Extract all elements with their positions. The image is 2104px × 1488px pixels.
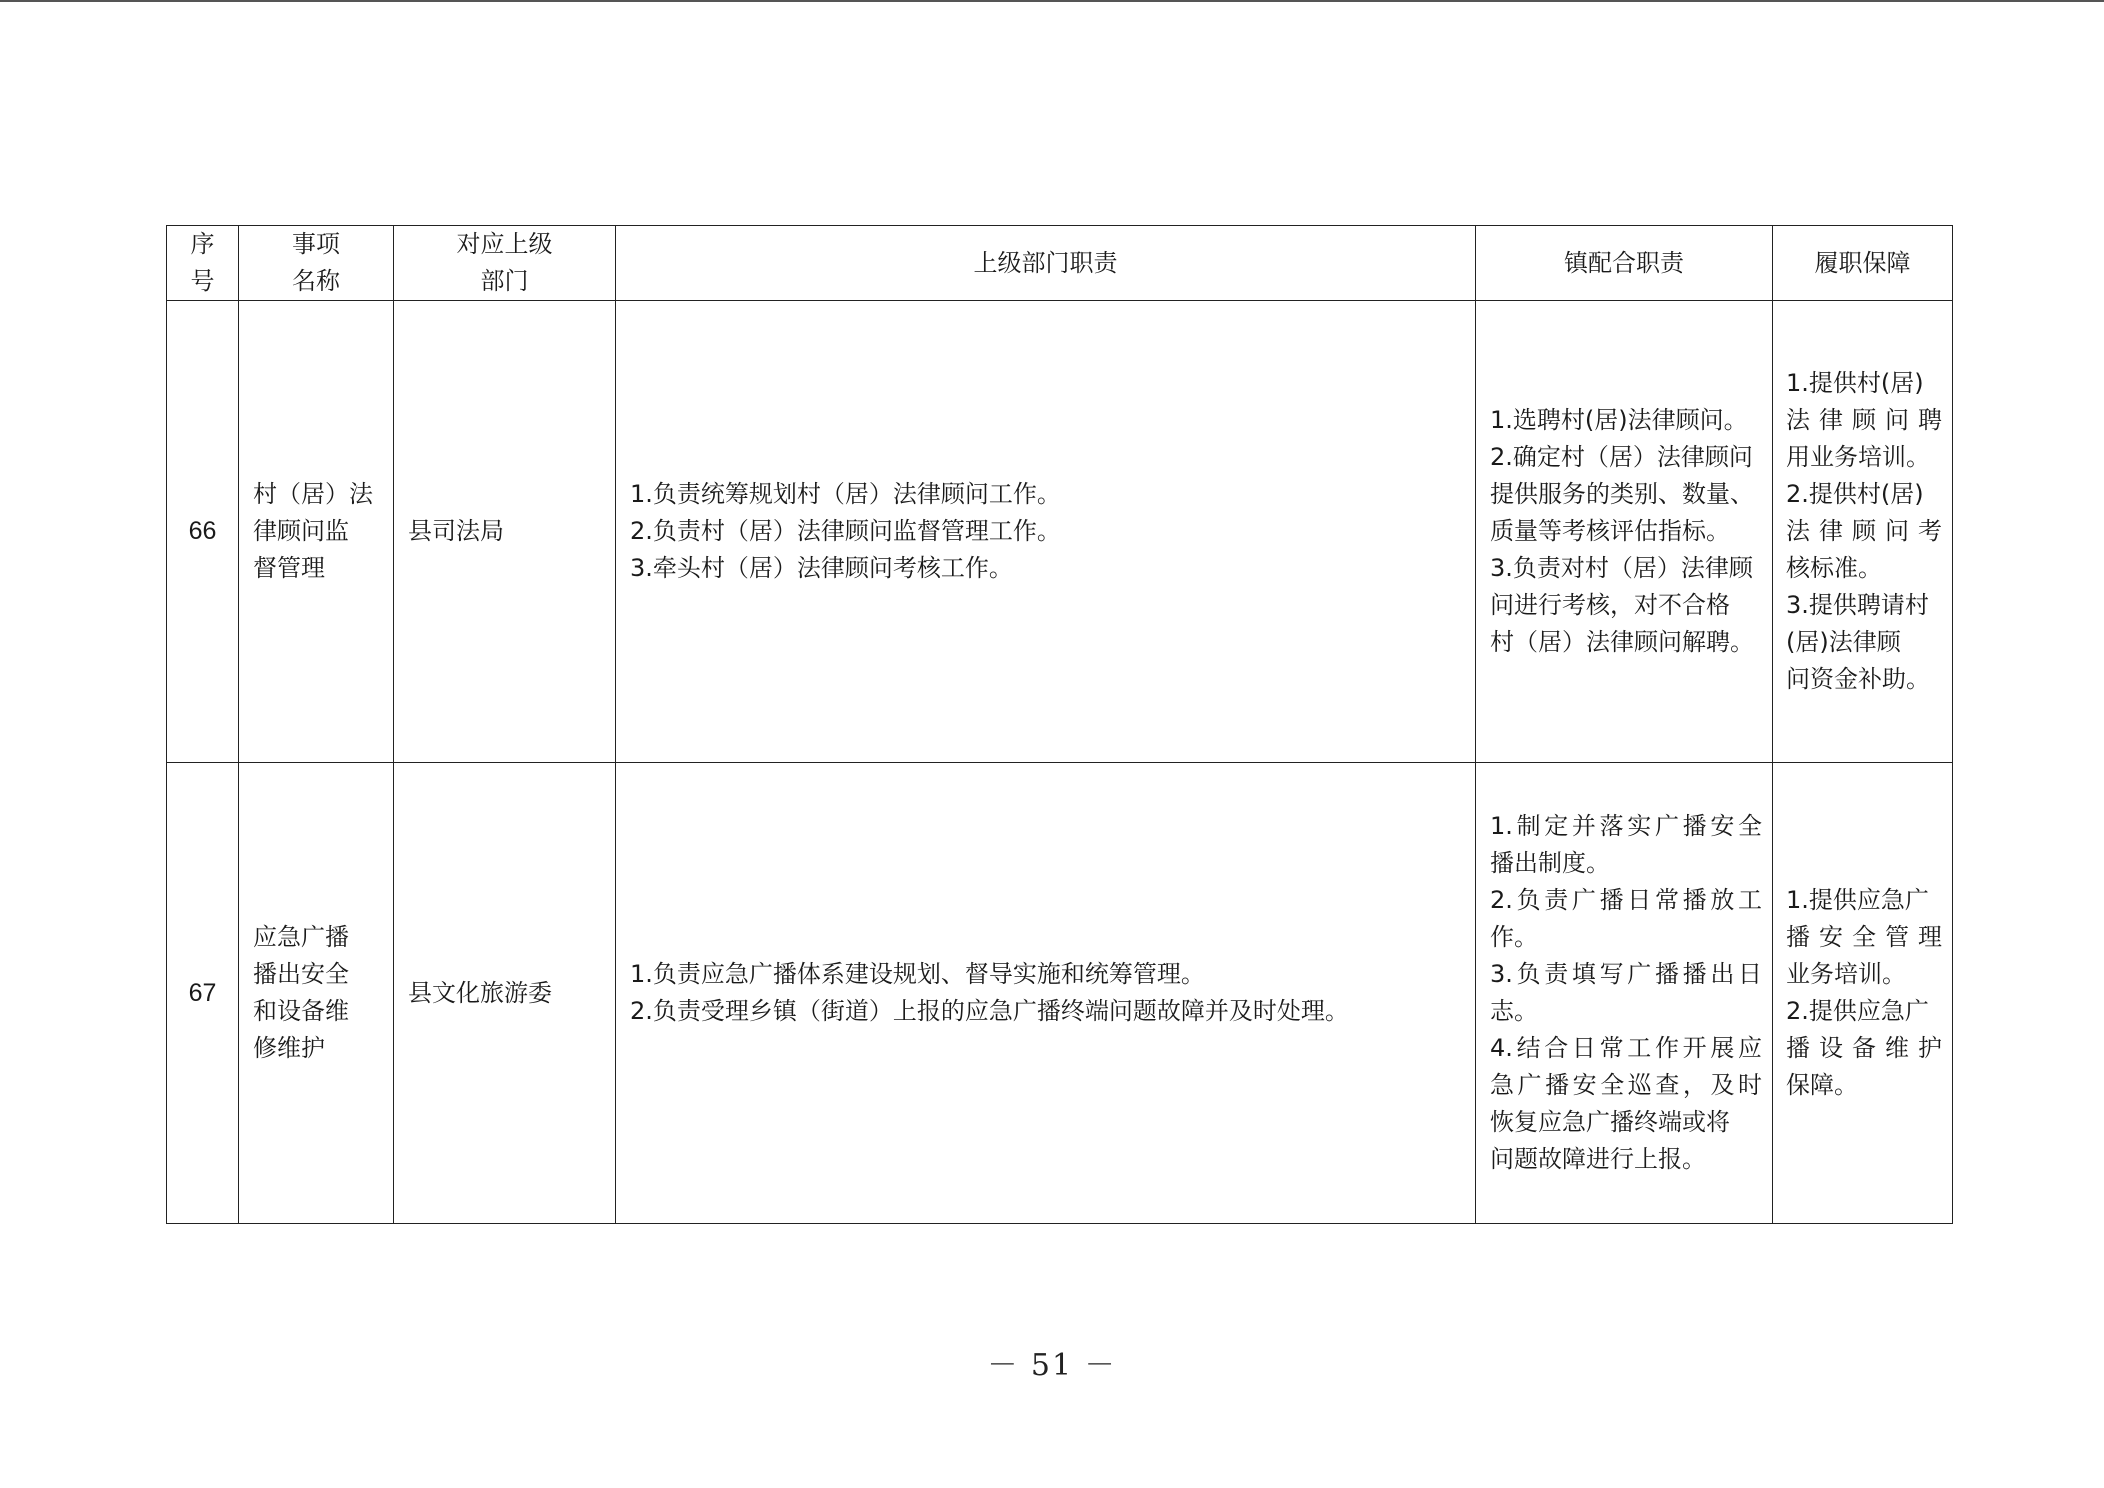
row-upper-dept: 县文化旅游委 [394, 763, 616, 1224]
town-duty-line: 播出制度。 [1490, 849, 1610, 877]
header-item-name [239, 226, 394, 301]
header-upper-dept-line-2: 部门 [480, 267, 529, 295]
row-seq: 66 [167, 301, 239, 763]
guarantee-line: 2.提供应急广 [1786, 997, 1929, 1025]
town-duty-line: 急广播安全巡查，及时 [1490, 1071, 1762, 1099]
town-duty-line: 作。 [1490, 923, 1538, 951]
header-upper-dept-line-1: 对应上级 [456, 230, 553, 258]
town-duty-line: 2.负责广播日常播放工 [1490, 886, 1762, 914]
guarantee-line: 保障。 [1786, 1071, 1858, 1099]
guarantee-line: 3.提供聘请村 [1786, 591, 1929, 619]
town-duty-line: 问进行考核，对不合格 [1490, 591, 1730, 619]
guarantee-line: 播安全管理 [1786, 923, 1942, 951]
town-duty-line: 3.负责对村（居）法律顾 [1490, 554, 1753, 582]
header-seq-line-1: 序 [190, 230, 215, 258]
town-duty-line: 恢复应急广播终端或将 [1490, 1108, 1730, 1136]
header-upper-dept [394, 226, 616, 301]
item-name-line: 律顾问监 [253, 517, 349, 545]
upper-duty-item: 3.牵头村（居）法律顾问考核工作。 [630, 554, 1013, 582]
duty-table [166, 225, 1953, 1224]
guarantee-line: 法律顾问聘 [1786, 406, 1942, 434]
row-town-duty [1476, 763, 1773, 1224]
guarantee-line: 用业务培训。 [1786, 443, 1930, 471]
guarantee-line: 1.提供村(居) [1786, 369, 1924, 397]
town-duty-line: 提供服务的类别、数量、 [1490, 480, 1754, 508]
guarantee-line: (居)法律顾 [1786, 628, 1901, 656]
town-duty-line: 4.结合日常工作开展应 [1490, 1034, 1762, 1062]
upper-duty-item: 1.负责统筹规划村（居）法律顾问工作。 [630, 480, 1061, 508]
table-header-row [167, 226, 1953, 301]
upper-duty-item: 1.负责应急广播体系建设规划、督导实施和统筹管理。 [630, 960, 1205, 988]
header-item-name-line-2: 名称 [292, 267, 340, 295]
town-duty-line: 1.选聘村(居)法律顾问。 [1490, 406, 1748, 434]
header-upper-duty: 上级部门职责 [616, 226, 1476, 301]
guarantee-line: 2.提供村(居) [1786, 480, 1924, 508]
table-row [167, 301, 1953, 763]
town-duty-line: 3.负责填写广播播出日 [1490, 960, 1762, 988]
guarantee-line: 业务培训。 [1786, 960, 1906, 988]
header-seq-line-2: 号 [190, 267, 215, 295]
row-upper-dept: 县司法局 [394, 301, 616, 763]
header-town-duty: 镇配合职责 [1476, 226, 1773, 301]
row-upper-duty [616, 301, 1476, 763]
row-seq: 67 [167, 763, 239, 1224]
header-item-name-line-1: 事项 [292, 230, 340, 258]
town-duty-line: 1.制定并落实广播安全 [1490, 812, 1762, 840]
town-duty-line: 质量等考核评估指标。 [1490, 517, 1730, 545]
item-name-line: 和设备维 [253, 997, 349, 1025]
header-guarantee: 履职保障 [1773, 226, 1953, 301]
town-duty-line: 2.确定村（居）法律顾问 [1490, 443, 1753, 471]
row-town-duty [1476, 301, 1773, 763]
header-seq [167, 226, 239, 301]
upper-duty-item: 2.负责受理乡镇（街道）上报的应急广播终端问题故障并及时处理。 [630, 997, 1349, 1025]
item-name-line: 村（居）法 [253, 480, 373, 508]
item-name-line: 督管理 [253, 554, 325, 582]
item-name-line: 修维护 [253, 1034, 325, 1062]
guarantee-line: 法律顾问考 [1786, 517, 1942, 545]
page-number: － 51 － [987, 1348, 1117, 1383]
row-guarantee [1773, 763, 1953, 1224]
town-duty-line: 村（居）法律顾问解聘。 [1490, 628, 1754, 656]
town-duty-line: 志。 [1490, 997, 1538, 1025]
table-row [167, 763, 1953, 1224]
town-duty-line: 问题故障进行上报。 [1490, 1145, 1706, 1173]
guarantee-line: 1.提供应急广 [1786, 886, 1929, 914]
item-name-line: 应急广播 [253, 923, 349, 951]
guarantee-line: 播设备维护 [1786, 1034, 1942, 1062]
page-top-rule [0, 0, 2104, 2]
row-item-name [239, 763, 394, 1224]
item-name-line: 播出安全 [253, 960, 349, 988]
guarantee-line: 问资金补助。 [1786, 665, 1930, 693]
row-upper-duty [616, 763, 1476, 1224]
row-guarantee [1773, 301, 1953, 763]
upper-duty-item: 2.负责村（居）法律顾问监督管理工作。 [630, 517, 1061, 545]
row-item-name [239, 301, 394, 763]
guarantee-line: 核标准。 [1786, 554, 1882, 582]
